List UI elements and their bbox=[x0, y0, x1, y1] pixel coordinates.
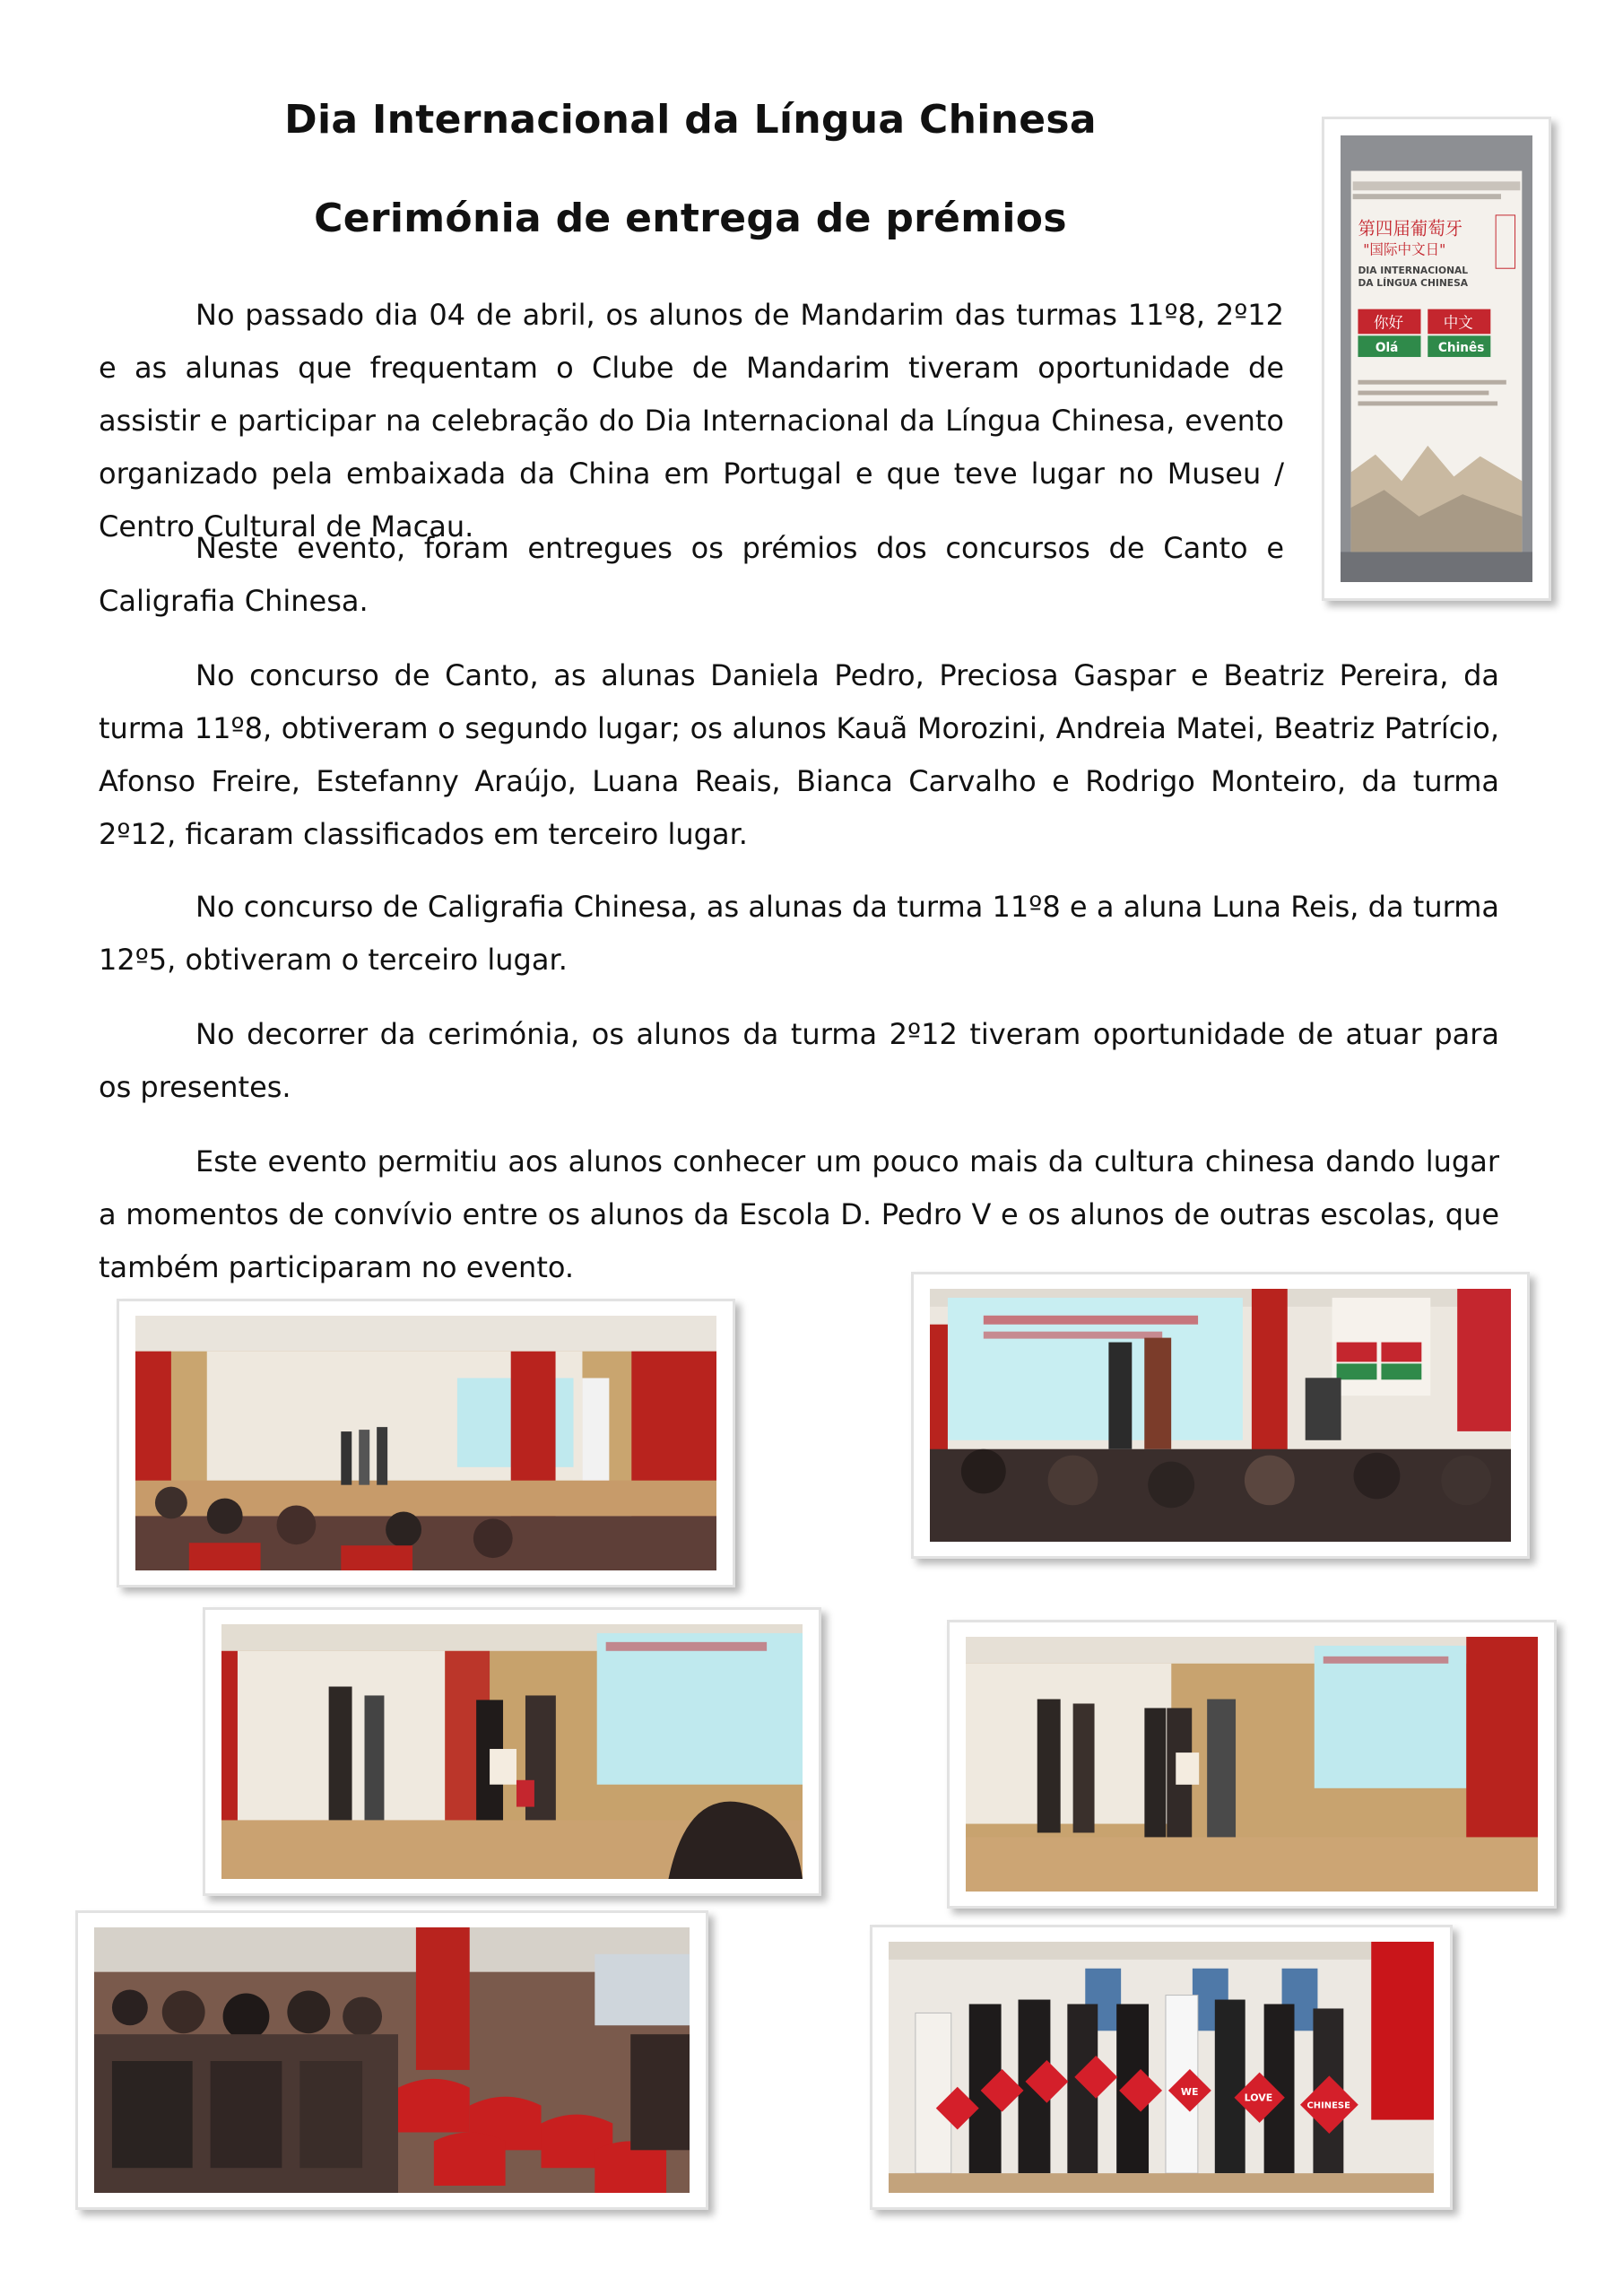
banner-image bbox=[1341, 135, 1532, 582]
auditorium-image bbox=[135, 1316, 716, 1570]
photo-award-podium bbox=[911, 1272, 1530, 1559]
sign-chinese: CHINESE bbox=[1306, 2100, 1350, 2111]
banner-tile-ola: Olá bbox=[1375, 341, 1399, 356]
paragraph-performance: No decorrer da cerimónia, os alunos da turma 2º12 tiveram oportunidade de atuar para os presentes. bbox=[99, 1017, 1499, 1104]
audience-image bbox=[94, 1927, 690, 2193]
banner-cn-line1: 第四届葡萄牙 bbox=[1358, 218, 1463, 239]
award-podium-image bbox=[930, 1289, 1511, 1542]
photo-certificates-group bbox=[947, 1620, 1557, 1909]
diploma-image bbox=[221, 1624, 803, 1879]
photo-diploma-presentation bbox=[203, 1607, 821, 1896]
banner-tile-zhongwen: 中文 bbox=[1443, 314, 1473, 332]
banner-tile-chines: Chinês bbox=[1437, 341, 1485, 356]
photo-students-signs bbox=[870, 1925, 1453, 2210]
certificates-image bbox=[966, 1637, 1538, 1892]
banner-tile-nihao: 你好 bbox=[1373, 314, 1404, 332]
paragraph-singing-contest: No concurso de Canto, as alunas Daniela Pedro, Preciosa Gaspar e Beatriz Pereira, da turma 11º8, obtiveram o segundo lugar; os alunos Kauã Morozini, Andreia Matei, Beatriz Patrício, Afonso Freire, Estefanny Araújo, Luana Reais, Bianca Carvalho e Rodrigo Monteiro, da turma 2º12, ficaram classificados em terceiro lugar. bbox=[99, 658, 1499, 851]
banner-cn-line2: "国际中文日" bbox=[1363, 240, 1446, 258]
photo-auditorium-stage bbox=[117, 1299, 735, 1587]
paragraph-awards: Neste evento, foram entregues os prémios dos concursos de Canto e Caligrafia Chinesa. bbox=[99, 531, 1284, 618]
photo-audience-seats bbox=[75, 1910, 708, 2210]
banner-pt-line2: DA LÍNGUA CHINESA bbox=[1358, 276, 1469, 289]
paragraph-calligraphy-contest: No concurso de Caligrafia Chinesa, as alunas da turma 11º8 e a aluna Luna Reis, da turma 12º5, obtiveram o terceiro lugar. bbox=[99, 890, 1499, 977]
photo-event-banner bbox=[1322, 117, 1551, 601]
sign-love: LOVE bbox=[1244, 2092, 1273, 2104]
page-subtitle: Cerimónia de entrega de prémios bbox=[314, 196, 1067, 241]
students-signs-image bbox=[889, 1942, 1434, 2193]
page-title: Dia Internacional da Língua Chinesa bbox=[284, 97, 1097, 143]
sign-we: WE bbox=[1180, 2085, 1199, 2098]
paragraph-conclusion: Este evento permitiu aos alunos conhecer um pouco mais da cultura chinesa dando lugar a momentos de convívio entre os alunos da Escola D. Pedro V e os alunos de outras escolas, que também participaram no evento. bbox=[99, 1144, 1499, 1284]
paragraph-intro: No passado dia 04 de abril, os alunos de Mandarim das turmas 11º8, 2º12 e as alunas que frequentam o Clube de Mandarim tiveram oportunidade de assistir e participar na celebração do Dia Internacional da Língua Chinesa, evento organizado pela embaixada da China em Portugal e que teve lugar no Museu / Centro Cultural de Macau. bbox=[99, 298, 1284, 544]
banner-pt-line1: DIA INTERNACIONAL bbox=[1358, 265, 1469, 277]
